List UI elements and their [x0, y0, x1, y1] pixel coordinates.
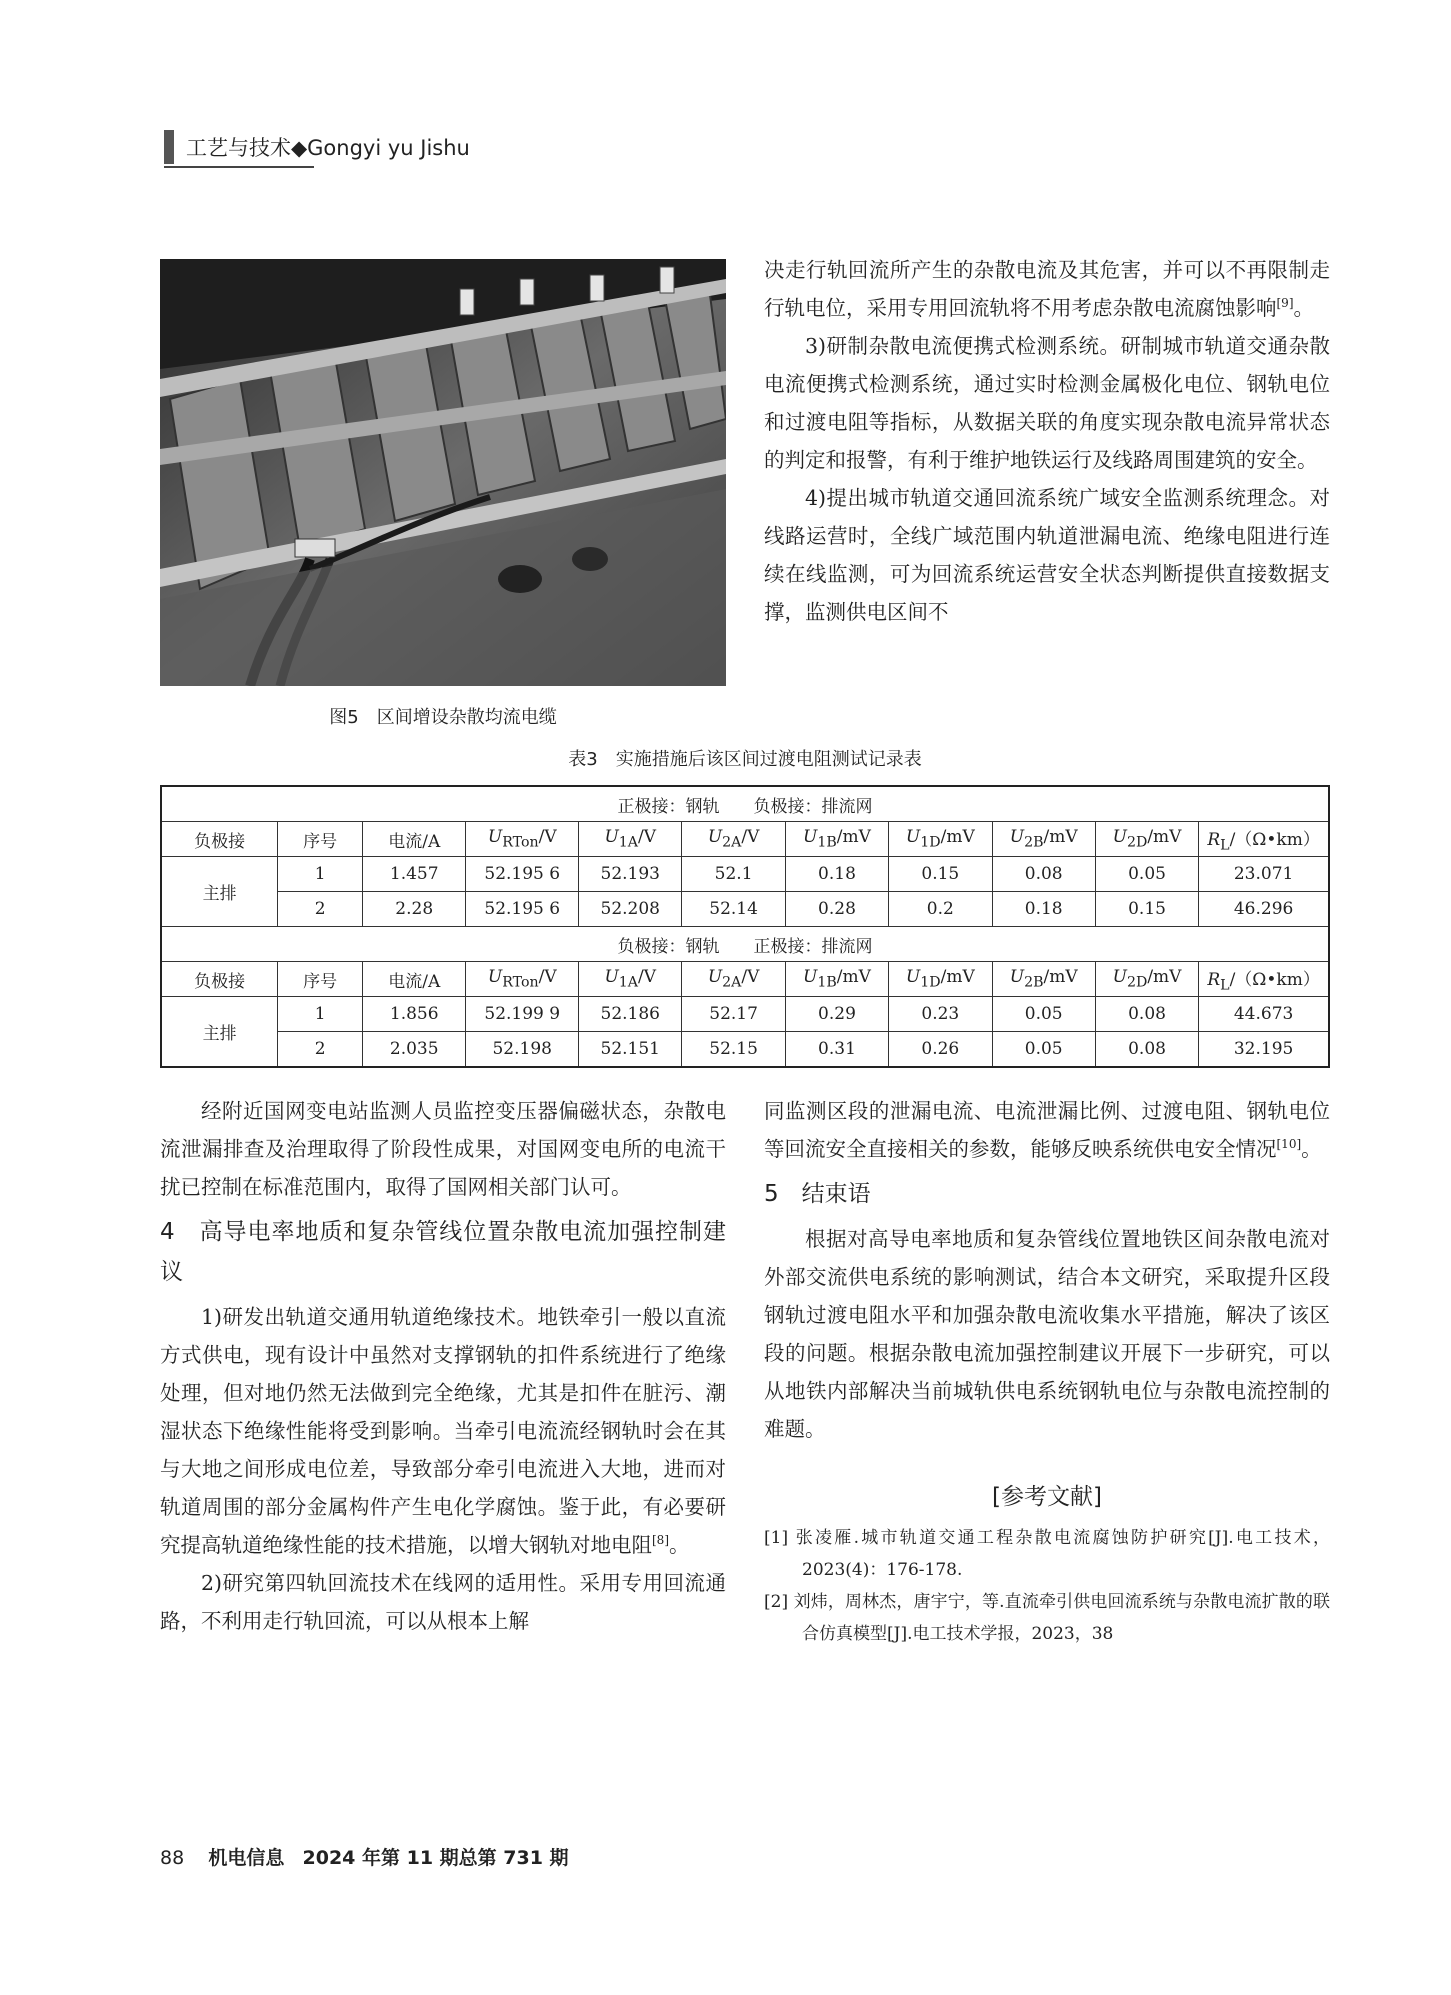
table-cell: 0.15	[1095, 892, 1198, 927]
page-footer	[160, 1843, 569, 1870]
table-cell: 0.08	[1095, 997, 1198, 1032]
table-title: 表3 实施措施后该区间过渡电阻测试记录表	[568, 749, 922, 770]
references-title: [参考文献]	[992, 1484, 1102, 1510]
section-heading-5: 5 结束语	[764, 1181, 871, 1207]
table-cell: 1.457	[363, 857, 466, 892]
table-header-cell: 电流/A	[363, 822, 466, 857]
paragraph: 经附近国网变电站监测人员监控变压器偏磁状态，杂散电流泄漏排查及治理取得了阶段性成果，对国网变电所的电流干扰已控制在标准范围内，取得了国网相关部门认可。	[160, 1099, 726, 1199]
table-header-cell: $U_{1B}/mV$	[785, 822, 888, 857]
header-text: 工艺与技术◆Gongyi yu Jishu	[186, 136, 470, 160]
table-header-cell: $U_{2B}/mV$	[992, 962, 1095, 997]
table-cell: 0.29	[785, 997, 888, 1032]
table-cell: 0.05	[992, 997, 1095, 1032]
table-banner-cell: 正极接：钢轨 负极接：排流网	[161, 786, 1329, 822]
table-header-cell: $U_{2D}/mV$	[1095, 962, 1198, 997]
page-number: 88	[160, 1847, 185, 1869]
table-cell: 52.195 6	[466, 892, 579, 927]
table-banner-row	[161, 786, 1329, 822]
table-cell: 0.31	[785, 1032, 888, 1068]
table-group-cell: 主排	[161, 857, 278, 927]
paragraph: 4)提出城市轨道交通回流系统广域安全监测系统理念。对线路运营时，全线广域范围内轨道泄漏电流、绝缘电阻进行连续在线监测，可为回流系统运营安全状态判断提供直接数据支撑，监测供电区间不	[764, 486, 1330, 624]
figure-caption: 图5 区间增设杂散均流电缆	[329, 707, 557, 728]
data-table	[160, 785, 1330, 1068]
header-rule	[164, 166, 314, 168]
table-cell: 1	[278, 997, 363, 1032]
paragraph: 2)研究第四轨回流技术在线网的适用性。采用专用回流通路，不利用走行轨回流，可以从根本上解	[160, 1571, 726, 1633]
table-cell: 52.198	[466, 1032, 579, 1068]
paragraph: 同监测区段的泄漏电流、电流泄漏比例、过渡电阻、钢轨电位等回流安全直接相关的参数，能够反映系统供电安全情况[10]。	[764, 1099, 1330, 1161]
table-header-row	[161, 962, 1329, 997]
journal-name: 机电信息	[208, 1847, 285, 1869]
table-cell: 52.193	[579, 857, 682, 892]
table-header-cell: $U_{1A}/V$	[579, 822, 682, 857]
table-cell: 1	[278, 857, 363, 892]
right-column-top	[764, 251, 1330, 631]
paragraph: 3)研制杂散电流便携式检测系统。研制城市轨道交通杂散电流便携式检测系统，通过实时检测金属极化电位、钢轨电位和过渡电阻等指标，从数据关联的角度实现杂散电流异常状态的判定和报警，有利于维护地铁运行及线路周围建筑的安全。	[764, 334, 1330, 472]
table-header-cell: 序号	[278, 962, 363, 997]
issue-info: 2024 年第 11 期总第 731 期	[302, 1847, 569, 1869]
reference-item: [1] 张凌雁.城市轨道交通工程杂散电流腐蚀防护研究[J].电工技术，2023(4)：176-178.	[764, 1528, 1330, 1580]
table-banner-row	[161, 927, 1329, 962]
table-header-cell: $U_{1A}/V$	[579, 962, 682, 997]
table-header-cell: $U_{2B}/mV$	[992, 822, 1095, 857]
table-header-cell: $R_L/(\Omega•km)$	[1199, 822, 1329, 857]
table-cell: 32.195	[1199, 1032, 1329, 1068]
table-row	[161, 857, 1329, 892]
table-cell: 0.15	[889, 857, 992, 892]
table-header-cell: 电流/A	[363, 962, 466, 997]
table-cell: 52.195 6	[466, 857, 579, 892]
table-cell: 52.17	[682, 997, 785, 1032]
paragraph: 根据对高导电率地质和复杂管线位置地铁区间杂散电流对外部交流供电系统的影响测试，结合本文研究，采取提升区段钢轨过渡电阻水平和加强杂散电流收集水平措施，解决了该区段的问题。根据杂散电流加强控制建议开展下一步研究，可以从地铁内部解决当前城轨供电系统钢轨电位与杂散电流控制的难题。	[764, 1227, 1330, 1441]
table-cell: 0.05	[1095, 857, 1198, 892]
table-cell: 52.14	[682, 892, 785, 927]
table-header-cell: $U_{1D}/mV$	[889, 822, 992, 857]
table-cell: 0.18	[992, 892, 1095, 927]
table-header-row	[161, 822, 1329, 857]
table-cell: 0.05	[992, 1032, 1095, 1068]
table-header-cell: 负极接	[161, 962, 278, 997]
table-header-cell: $U_{2A}/V$	[682, 822, 785, 857]
table-cell: 1.856	[363, 997, 466, 1032]
table-header-cell: $U_{2A}/V$	[682, 962, 785, 997]
section-heading-4: 4 高导电率地质和复杂管线位置杂散电流加强控制建议	[160, 1219, 726, 1285]
table-header-cell: $U_{1D}/mV$	[889, 962, 992, 997]
paragraph: 决走行轨回流所产生的杂散电流及其危害，并可以不再限制走行轨电位，采用专用回流轨将不用考虑杂散电流腐蚀影响[9]。	[764, 258, 1330, 320]
table-cell: 0.26	[889, 1032, 992, 1068]
table-row	[161, 997, 1329, 1032]
table-cell: 0.08	[1095, 1032, 1198, 1068]
table-cell: 0.18	[785, 857, 888, 892]
table-cell: 46.296	[1199, 892, 1329, 927]
rail-track-photo	[160, 259, 726, 686]
reference-item: [2] 刘炜，周林杰，唐宇宁，等.直流牵引供电回流系统与杂散电流扩散的联合仿真模型[J].电工技术学报，2023，38	[764, 1592, 1330, 1644]
table-cell: 52.1	[682, 857, 785, 892]
table-header-cell: 序号	[278, 822, 363, 857]
table-cell: 52.208	[579, 892, 682, 927]
table-cell: 52.199 9	[466, 997, 579, 1032]
table-cell: 2.28	[363, 892, 466, 927]
table-header-cell: $U_{2D}/mV$	[1095, 822, 1198, 857]
table-cell: 0.2	[889, 892, 992, 927]
table-header-cell: $U_{RTon}/V$	[466, 822, 579, 857]
table-cell: 52.186	[579, 997, 682, 1032]
right-column-bottom	[764, 1092, 1330, 1650]
table-cell: 2.035	[363, 1032, 466, 1068]
table-cell: 0.23	[889, 997, 992, 1032]
header-bar	[164, 130, 174, 164]
table-cell: 2	[278, 1032, 363, 1068]
table-cell: 0.28	[785, 892, 888, 927]
table-cell: 44.673	[1199, 997, 1329, 1032]
table-row	[161, 892, 1329, 927]
table-row	[161, 1032, 1329, 1068]
table-header-cell: $U_{RTon}/V$	[466, 962, 579, 997]
figure-5-photo	[160, 259, 726, 686]
table-cell: 52.151	[579, 1032, 682, 1068]
table-cell: 2	[278, 892, 363, 927]
table-cell: 23.071	[1199, 857, 1329, 892]
table-header-cell: 负极接	[161, 822, 278, 857]
table-banner-cell: 负极接：钢轨 正极接：排流网	[161, 927, 1329, 962]
table-cell: 0.08	[992, 857, 1095, 892]
table-group-cell: 主排	[161, 997, 278, 1068]
left-column-bottom	[160, 1092, 726, 1640]
paragraph: 1)研发出轨道交通用轨道绝缘技术。地铁牵引一般以直流方式供电，现有设计中虽然对支撑钢轨的扣件系统进行了绝缘处理，但对地仍然无法做到完全绝缘，尤其是扣件在脏污、潮湿状态下绝缘性能将受到影响。当牵引电流流经钢轨时会在其与大地之间形成电位差，导致部分牵引电流进入大地，进而对轨道周围的部分金属构件产生电化学腐蚀。鉴于此，有必要研究提高轨道绝缘性能的技术措施，以增大钢轨对地电阻[8]。	[160, 1305, 726, 1557]
table-header-cell: $U_{1B}/mV$	[785, 962, 888, 997]
table-cell: 52.15	[682, 1032, 785, 1068]
table-header-cell: $R_L/(\Omega•km)$	[1199, 962, 1329, 997]
